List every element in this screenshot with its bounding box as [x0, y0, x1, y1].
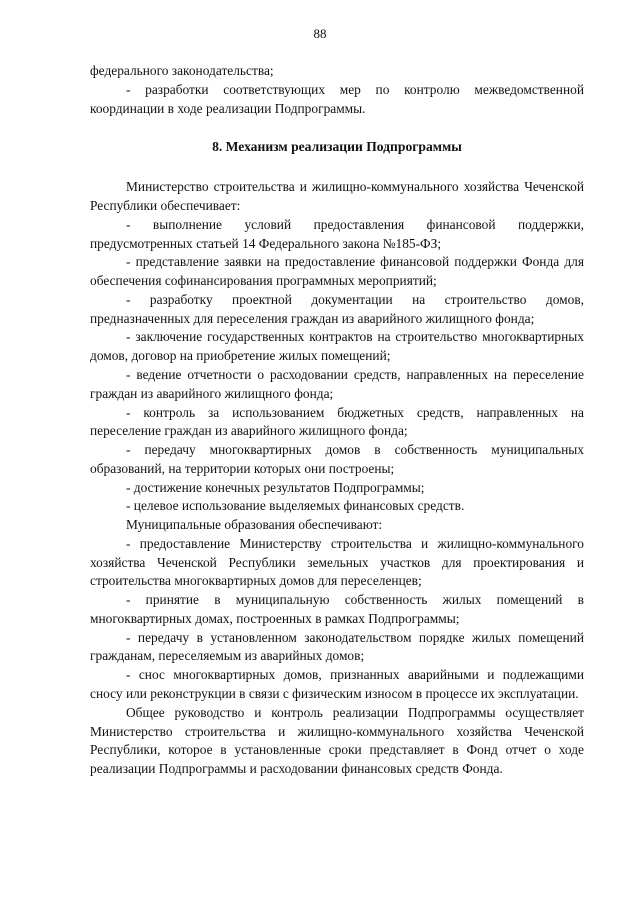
- ministry-list-item: - разработку проектной документации на строительство домов, предназначенных для переселения граждан из аварийного жилищного фонда;: [90, 291, 584, 326]
- section-heading: 8. Механизм реализации Подпрограммы: [212, 139, 462, 155]
- paragraph-continuation: федерального законодательства;: [90, 63, 274, 78]
- ministry-list-item: - выполнение условий предоставления финансовой поддержки, предусмотренных статьей 14 Федерального закона №185-ФЗ;: [90, 216, 584, 251]
- municipal-list-item: - снос многоквартирных домов, признанных аварийными и подлежащими сносу или реконструкции в связи с физическим износом в процессе их эксплуатации.: [90, 667, 584, 701]
- municipal-list-item: - передачу в установленном законодательством порядке жилых помещений гражданам, переселяемым из аварийных домов;: [90, 629, 584, 664]
- paragraph-ministry-intro: Министерство строительства и жилищно-коммунального хозяйства Чеченской Республики обеспечивает:: [90, 179, 584, 214]
- page-number: 88: [313, 26, 327, 41]
- municipal-list-item: - принятие в муниципальную собственность жилых помещений в многоквартирных домах, построенных в рамках Подпрограммы;: [90, 592, 584, 626]
- ministry-list-item: - передачу многоквартирных домов в собственность муниципальных образований, на территории которых они построены;: [90, 442, 584, 476]
- ministry-list-item: - заключение государственных контрактов на строительство многоквартирных домов, договор на приобретение жилых помещений;: [90, 329, 584, 364]
- ministry-list-item: - достижение конечных результатов Подпрограммы;: [126, 479, 425, 495]
- ministry-list-item: - целевое использование выделяемых финансовых средств.: [126, 498, 465, 514]
- paragraph-list-item: - разработки соответствующих мер по контролю межведомственной координации в ходе реализации Подпрограммы.: [90, 81, 584, 116]
- paragraph-municipal-intro: Муниципальные образования обеспечивают:: [126, 517, 383, 533]
- paragraph-closing: Общее руководство и контроль реализации Подпрограммы осуществляет Министерство строительства и жилищно-коммунального хозяйства Чеченской Республики, которое в установленные сроки представляет в Фонд отчет о ходе реализации Подпрограммы и расходовании финансовых средств Фонда.: [90, 704, 584, 777]
- document-body: [90, 62, 584, 779]
- ministry-list-item: - представление заявки на предоставление финансовой поддержки Фонда для обеспечения софинансирования программных мероприятий;: [90, 254, 584, 289]
- municipal-list-item: - предоставление Министерству строительства и жилищно-коммунального хозяйства Чеченской Республики земельных участков для проектирования и строительства многоквартирных домов для переселенцев;: [90, 535, 584, 589]
- ministry-list-item: - контроль за использованием бюджетных средств, направленных на переселение граждан из аварийного жилищного фонда;: [90, 404, 584, 439]
- ministry-list-item: - ведение отчетности о расходовании средств, направленных на переселение граждан из аварийного жилищного фонда;: [90, 366, 584, 401]
